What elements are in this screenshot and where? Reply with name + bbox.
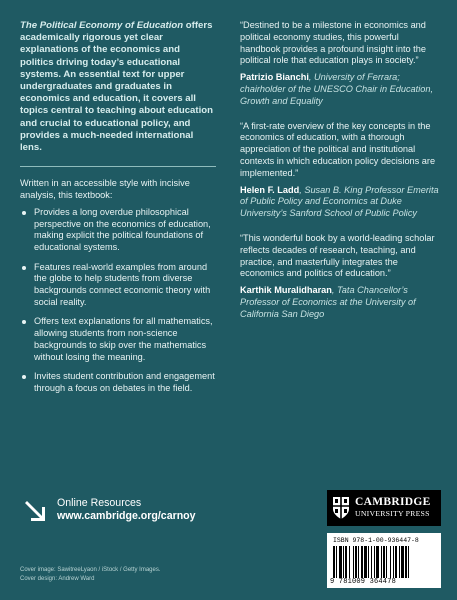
list-item-text: Offers text explanations for all mathematics, allowing students from non-science backgrounds to skip over the mathematics without losing the meaning.	[34, 316, 213, 362]
list-item	[20, 316, 216, 363]
list-item	[20, 371, 216, 395]
crest-icon	[332, 496, 350, 520]
online-resources-label: Online Resources	[57, 497, 142, 509]
isbn-label: ISBN 978-1-00-936447-8	[333, 537, 419, 544]
endorsement-text: “Destined to be a milestone in economics and political economy studies, this powerful handbook provides a profound insight into the political role that education plays in society.”	[240, 20, 426, 66]
barcode	[327, 533, 441, 588]
list-item	[20, 262, 216, 309]
endorsement-attribution	[240, 285, 440, 320]
bullet-icon	[22, 320, 26, 324]
divider	[20, 166, 216, 167]
publisher-logo	[327, 490, 441, 526]
publisher-name-line1: CAMBRIDGE	[355, 496, 431, 508]
intro-paragraph	[20, 20, 216, 154]
left-column	[20, 20, 216, 402]
online-resources[interactable]	[22, 497, 196, 524]
cover-credits	[20, 566, 161, 584]
intro-text: offers academically rigorous yet clear explanations of the economics and politics driving today’s educational systems. An essential text for upper undergraduates and graduates in economics and education, it covers all topics central to teaching about education and crucial to educational policy, and provides a much-needed international lens.	[20, 20, 213, 154]
barcode-bars	[333, 546, 435, 578]
endorsement-text: “This wonderful book by a world-leading scholar reflects decades of research, teaching, and practice, and masterfully integrates the economics and politics of education.”	[240, 232, 435, 279]
bullet-icon	[22, 266, 26, 270]
lead-text: Written in an accessible style with incisive analysis, this textbook:	[20, 178, 190, 201]
endorser-name: Helen F. Ladd	[240, 184, 300, 195]
endorsement-text: “A first-rate overview of the key concepts in the economics of education, with a thorough appreciation of the political and institutional contexts in which education policy decisions are implemented.”	[240, 120, 436, 178]
endorser-name: Karthik Muralidharan	[240, 285, 332, 296]
cover-image-credit: Cover image: SawitreeLyaon / iStock / Getty Images.	[20, 567, 161, 573]
endorser-name: Patrizio Bianchi	[240, 72, 309, 83]
feature-list	[20, 207, 216, 395]
list-item-text: Features real-world examples from around the globe to help students from diverse backgrounds connect economic theory with social reality.	[34, 261, 211, 307]
arrow-down-right-icon	[22, 498, 48, 524]
endorser-affiliation: , Tata Chancellor’s Professor of Economics at the University of California San Diego	[240, 285, 416, 319]
endorser-affiliation: , Susan B. King Professor Emerita of Public Policy and Economics at Duke University’s Sanford School of Public Policy	[240, 184, 439, 219]
online-resources-text	[57, 497, 196, 523]
endorsement-attribution	[240, 185, 440, 220]
publisher-name	[355, 497, 431, 519]
endorsement	[240, 121, 440, 220]
bullet-icon	[22, 375, 26, 379]
list-item	[20, 207, 216, 254]
publisher-name-line2: UNIVERSITY PRESS	[355, 509, 430, 518]
online-resources-link[interactable]: www.cambridge.org/carnoy	[57, 510, 196, 522]
cover-design-credit: Cover design: Andrew Ward	[20, 576, 95, 582]
bullet-icon	[22, 211, 26, 215]
endorsement	[240, 20, 440, 108]
right-column	[240, 20, 440, 334]
barcode-digits: 9 781009 364478	[330, 578, 397, 586]
endorser-affiliation: , University of Ferrara; chairholder of the UNESCO Chair in Education, Growth and Equality	[240, 72, 434, 106]
list-item-text: Provides a long overdue philosophical perspective on the economics of education, making explicit the political foundations of educational systems.	[34, 206, 211, 253]
book-title: The Political Economy of Education	[20, 20, 184, 31]
endorsement	[240, 233, 440, 321]
list-item-text: Invites student contribution and engagement through a focus on debates in the field.	[34, 370, 215, 393]
endorsement-attribution	[240, 72, 440, 107]
